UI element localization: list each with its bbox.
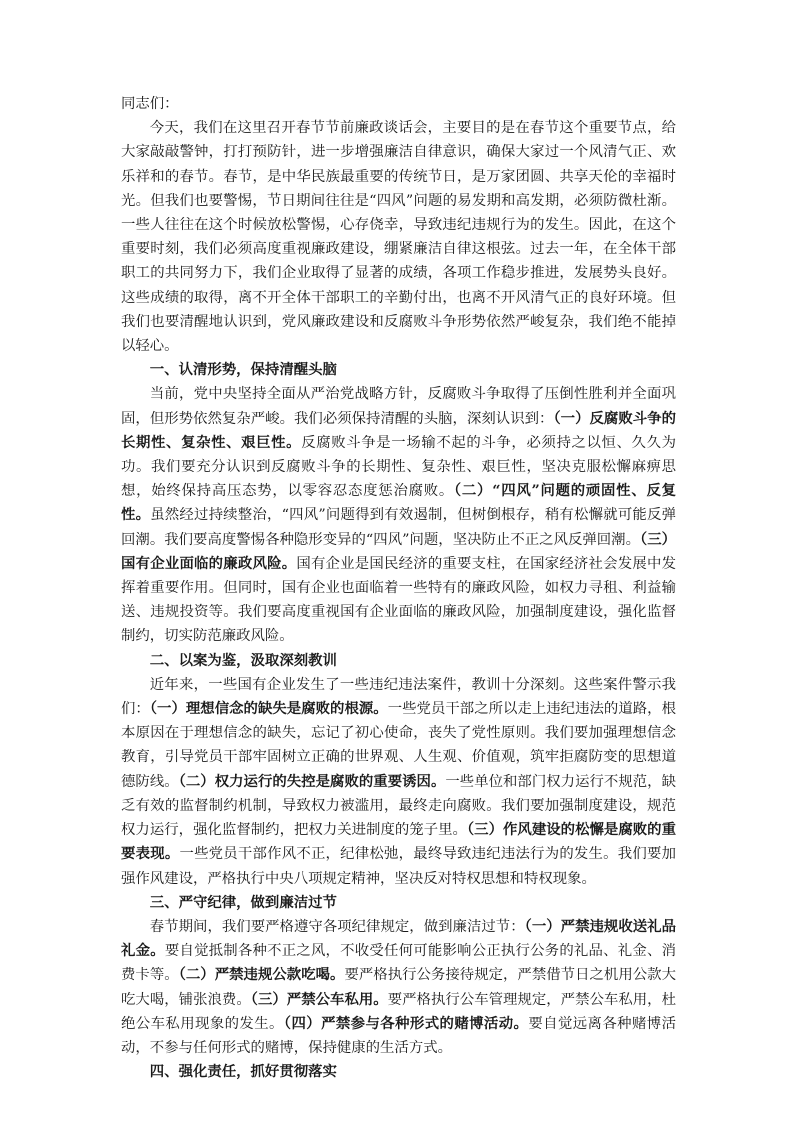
section-2-paragraph (121, 673, 676, 891)
section-2-lead: 近年来，一些国有企业发生了一些违纪违法案件，教训十分深刻。这些案件警示我们： (121, 676, 676, 718)
section-3-lead: 春节期间，我们要严格遵守各项纪律规定，做到廉洁过节： (149, 918, 525, 935)
greeting: 同志们： (121, 96, 179, 112)
section-3-point-3-title: （三）严禁公车私用。 (250, 990, 388, 1008)
section-3-point-3-text: 要严格执行公车管理规定，严禁公车私用，杜绝公车私用现象的发生。 (121, 991, 676, 1032)
section-3-paragraph (121, 915, 676, 1060)
section-3-point-2-title: （二）严禁违规公款吃喝。 (178, 966, 345, 984)
section-2-point-1-title: （一）理想信念的缺失是腐败的根源。 (149, 700, 388, 718)
section-1-paragraph (121, 382, 676, 648)
document-page (121, 92, 676, 1084)
section-3-point-4-title: （四）严禁参与各种形式的赌博活动。 (283, 1014, 529, 1032)
section-1-point-1-title: （一）反腐败斗争的长期性、复杂性、艰巨性。 (121, 409, 676, 451)
section-2-point-3-text: 一些党员干部作风不正，纪律松弛，最终导致违纪违法行为的发生。我们要加强作风建设，严格执行中央八项规定精神，坚决反对特权思想和特权现象。 (121, 846, 676, 887)
section-2-point-2-title: （二）权力运行的失控是腐败的重要诱因。 (178, 772, 446, 790)
section-2-point-3-title: （三）作风建设的松懈是腐败的重要表现。 (121, 821, 676, 863)
section-1-point-2-text: 虽然经过持续整治，“四风”问题得到有效遏制，但树倒根存，稍有松懈就可能反弹回潮。我们要高度警惕各种隐形变异的“四风”问题，坚决防止不正之风反弹回潮。 (121, 507, 676, 548)
section-1-point-3-text: 国有企业是国民经济的重要支柱，在国家经济社会发展中发挥着重要作用。但同时，国有企业也面临着一些特有的廉政风险，如权力寻租、利益输送、违规投资等。我们要高度重视国有企业面临的廉政风险，加强制度建设，强化监督制约，切实防范廉政风险。 (121, 555, 676, 645)
section-1-lead: 当前，党中央坚持全面从严治党战略方针，反腐败斗争取得了压倒性胜利并全面巩固，但形势依然复杂严峻。我们必须保持清醒的头脑，深刻认识到： (121, 386, 676, 427)
section-3-point-1-text: 要自觉抵制各种不正之风，不收受任何可能影响公正执行公务的礼品、礼金、消费卡等。 (121, 943, 676, 984)
section-3-point-1-title: （一）严禁违规收送礼品礼金。 (121, 917, 676, 960)
section-2-point-1-text: 一些党员干部之所以走上违纪违法的道路，根本原因在于理想信念的缺失，忘记了初心使命，丧失了党性原则。我们要加强理想信念教育，引导党员干部牢固树立正确的世界观、人生观、价值观，筑牢拒腐防变的思想道德防线。 (121, 701, 676, 790)
section-1-point-3-title: （三）国有企业面临的廉政风险。 (121, 530, 676, 572)
section-4-heading: 四、强化责任，抓好贯彻落实 (149, 1063, 337, 1081)
section-2-point-2-text: 一些单位和部门权力运行不规范，缺乏有效的监督制约机制，导致权力被滥用，最终走向腐败。我们要加强制度建设，规范权力运行，强化监督制约，把权力关进制度的笼子里。 (121, 773, 676, 839)
section-3-point-2-text: 要严格执行公务接待规定，严禁借节日之机用公款大吃大喝，铺张浪费。 (121, 967, 676, 1008)
section-1-heading: 一、认清形势，保持清醒头脑 (149, 361, 337, 379)
section-1-point-1-text: 反腐败斗争是一场输不起的斗争，必须持之以恒、久久为功。我们要充分认识到反腐败斗争的长期性、复杂性、艰巨性，坚决克服松懈麻痹思想，始终保持高压态势，以零容忍态度惩治腐败。 (121, 434, 676, 500)
section-3-heading: 三、严守纪律，做到廉洁过节 (149, 893, 337, 911)
section-1-point-2-title: （二）“四风”问题的顽固性、反复性。 (121, 482, 676, 524)
intro-paragraph: 今天，我们在这里召开春节节前廉政谈话会，主要目的是在春节这个重要节点，给大家敲敲警钟，打打预防针，进一步增强廉洁自律意识，确保大家过一个风清气正、欢乐祥和的春节。春节，是中华民族最重要的传统节日，是万家团圆、共享天伦的幸福时光。但我们也要警惕，节日期间往往是“四风”问题的易发期和高发期，必须防微杜渐。一些人往往在这个时候放松警惕，心存侥幸，导致违纪违规行为的发生。因此，在这个重要时刻，我们必须高度重视廉政建设，绷紧廉洁自律这根弦。过去一年，在全体干部职工的共同努力下，我们企业取得了显著的成绩，各项工作稳步推进，发展势头良好。这些成绩的取得，离不开全体干部职工的辛勤付出，也离不开风清气正的良好环境。但我们也要清醒地认识到，党风廉政建设和反腐败斗争形势依然严峻复杂，我们绝不能掉以轻心。 (121, 120, 676, 355)
section-3-point-4-text: 要自觉远离各种赌博活动，不参与任何形式的赌博，保持健康的生活方式。 (121, 1015, 676, 1056)
section-2-heading: 二、以案为鉴，汲取深刻教训 (149, 651, 337, 669)
